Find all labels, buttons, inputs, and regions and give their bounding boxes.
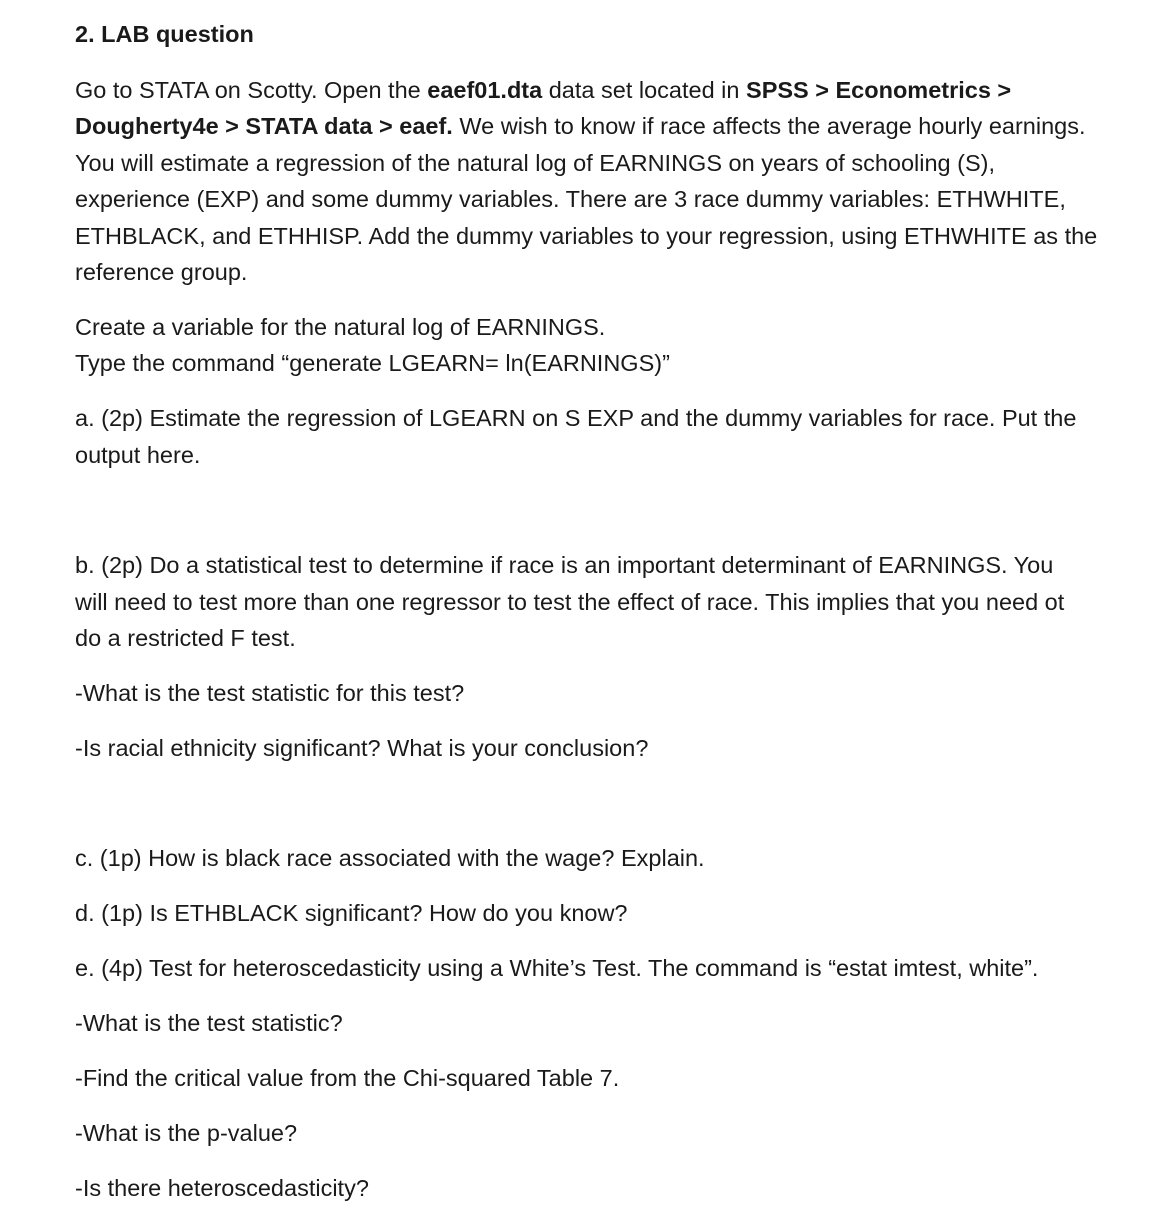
question-a-line-2: output here. <box>75 442 201 468</box>
intro-line-2 <box>75 108 1086 145</box>
dataset-path: SPSS > Econometrics > <box>746 77 1012 103</box>
question-e-line-1: e. (4p) Test for heteroscedasticity using a White’s Test. The command is “estat imtest, white”. <box>75 955 1039 981</box>
intro-text: Go to STATA on Scotty. Open the <box>75 77 428 103</box>
question-b-line-1: b. (2p) Do a statistical test to determine if race is an important determinant of EARNINGS. You <box>75 552 1054 578</box>
section-heading: 2. LAB question <box>75 21 254 47</box>
question-e-sub-2: -Find the critical value from the Chi-squared Table 7. <box>75 1065 620 1091</box>
intro-line-1 <box>75 72 1011 109</box>
question-b-line-2: will need to test more than one regressor to test the effect of race. This implies that you need ot <box>75 589 1065 615</box>
question-d: d. (1p) Is ETHBLACK significant? How do you know? <box>75 900 628 926</box>
question-e-sub-4: -Is there heteroscedasticity? <box>75 1175 369 1201</box>
question-e-sub-1: -What is the test statistic? <box>75 1010 343 1036</box>
dataset-path: Dougherty4e > STATA data > eaef. <box>75 113 453 139</box>
create-variable-command: Type the command “generate LGEARN= ln(EARNINGS)” <box>75 350 670 376</box>
create-variable-line-1: Create a variable for the natural log of EARNINGS. <box>75 314 606 340</box>
question-b-line-3: do a restricted F test. <box>75 625 296 651</box>
intro-line-3: You will estimate a regression of the natural log of EARNINGS on years of schooling (S), <box>75 150 995 176</box>
dataset-name: eaef01.dta <box>427 77 543 103</box>
intro-line-6: reference group. <box>75 259 248 285</box>
question-e-sub-3: -What is the p-value? <box>75 1120 298 1146</box>
intro-line-5: ETHBLACK, and ETHHISP. Add the dummy variables to your regression, using ETHWHITE as the <box>75 223 1098 249</box>
intro-line-4: experience (EXP) and some dummy variables. There are 3 race dummy variables: ETHWHITE, <box>75 186 1066 212</box>
intro-text: data set located in <box>542 77 747 103</box>
question-b-sub-2: -Is racial ethnicity significant? What is your conclusion? <box>75 735 649 761</box>
question-c: c. (1p) How is black race associated with the wage? Explain. <box>75 845 705 871</box>
question-b-sub-1: -What is the test statistic for this test? <box>75 680 465 706</box>
question-a-line-1: a. (2p) Estimate the regression of LGEARN on S EXP and the dummy variables for race. Put the <box>75 405 1077 431</box>
intro-text: We wish to know if race affects the average hourly earnings. <box>452 113 1086 139</box>
